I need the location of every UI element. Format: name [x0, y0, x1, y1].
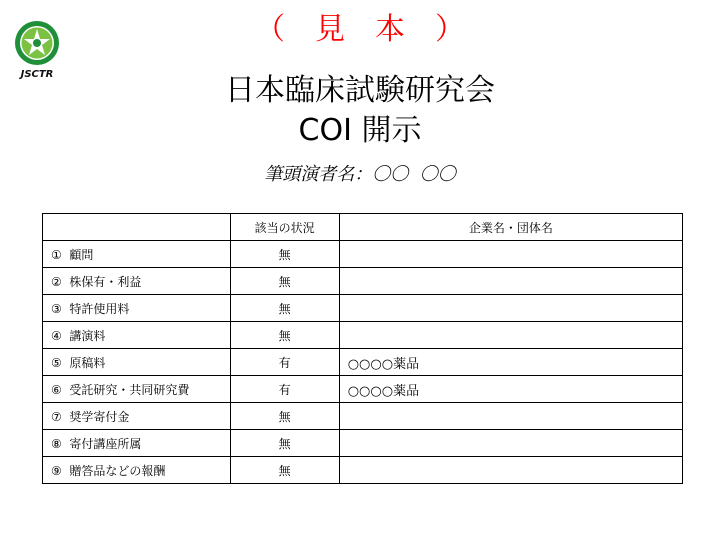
row-company: [339, 322, 682, 349]
sample-banner: （ 見 本 ）: [255, 12, 465, 47]
row-status: 無: [230, 457, 339, 484]
table-row: [43, 322, 683, 349]
row-status: 無: [230, 241, 339, 268]
row-item: ⑧ 寄付講座所属: [43, 430, 231, 457]
row-status: 有: [230, 376, 339, 403]
row-company: ○○○○薬品: [339, 376, 682, 403]
presenter-line: [0, 162, 720, 188]
row-company: [339, 241, 682, 268]
presenter-name: 〇〇 〇〇: [372, 164, 456, 185]
table-row: [43, 376, 683, 403]
table-row: [43, 403, 683, 430]
page-title: 日本臨床試験研究会: [225, 73, 495, 108]
table-row: [43, 295, 683, 322]
table-row: [43, 268, 683, 295]
row-company: ○○○○薬品: [339, 349, 682, 376]
row-item: ⑤ 原稿料: [43, 349, 231, 376]
row-company: [339, 295, 682, 322]
header-status: 該当の状況: [230, 214, 339, 241]
row-status: 有: [230, 349, 339, 376]
row-status: 無: [230, 403, 339, 430]
row-status: 無: [230, 430, 339, 457]
table-row: [43, 241, 683, 268]
page-subtitle: COI 開示: [298, 113, 422, 148]
row-company: [339, 457, 682, 484]
table-header-row: [43, 214, 683, 241]
presenter-label: 筆頭演者名：: [264, 164, 373, 185]
table-row: [43, 430, 683, 457]
row-item: ⑦ 奨学寄付金: [43, 403, 231, 430]
row-item: ② 株保有・利益: [43, 268, 231, 295]
row-item: ⑥ 受託研究・共同研究費: [43, 376, 231, 403]
row-item: ① 顧問: [43, 241, 231, 268]
row-company: [339, 268, 682, 295]
logo-text: JSCTR: [20, 69, 54, 80]
header-company: 企業名・団体名: [339, 214, 682, 241]
table-row: [43, 457, 683, 484]
row-status: 無: [230, 322, 339, 349]
row-item: ③ 特許使用料: [43, 295, 231, 322]
row-company: [339, 430, 682, 457]
table-row: [43, 349, 683, 376]
row-item: ④ 講演料: [43, 322, 231, 349]
header-item: [43, 214, 231, 241]
row-company: [339, 403, 682, 430]
row-item: ⑨ 贈答品などの報酬: [43, 457, 231, 484]
row-status: 無: [230, 268, 339, 295]
row-status: 無: [230, 295, 339, 322]
coi-table: [42, 213, 683, 484]
